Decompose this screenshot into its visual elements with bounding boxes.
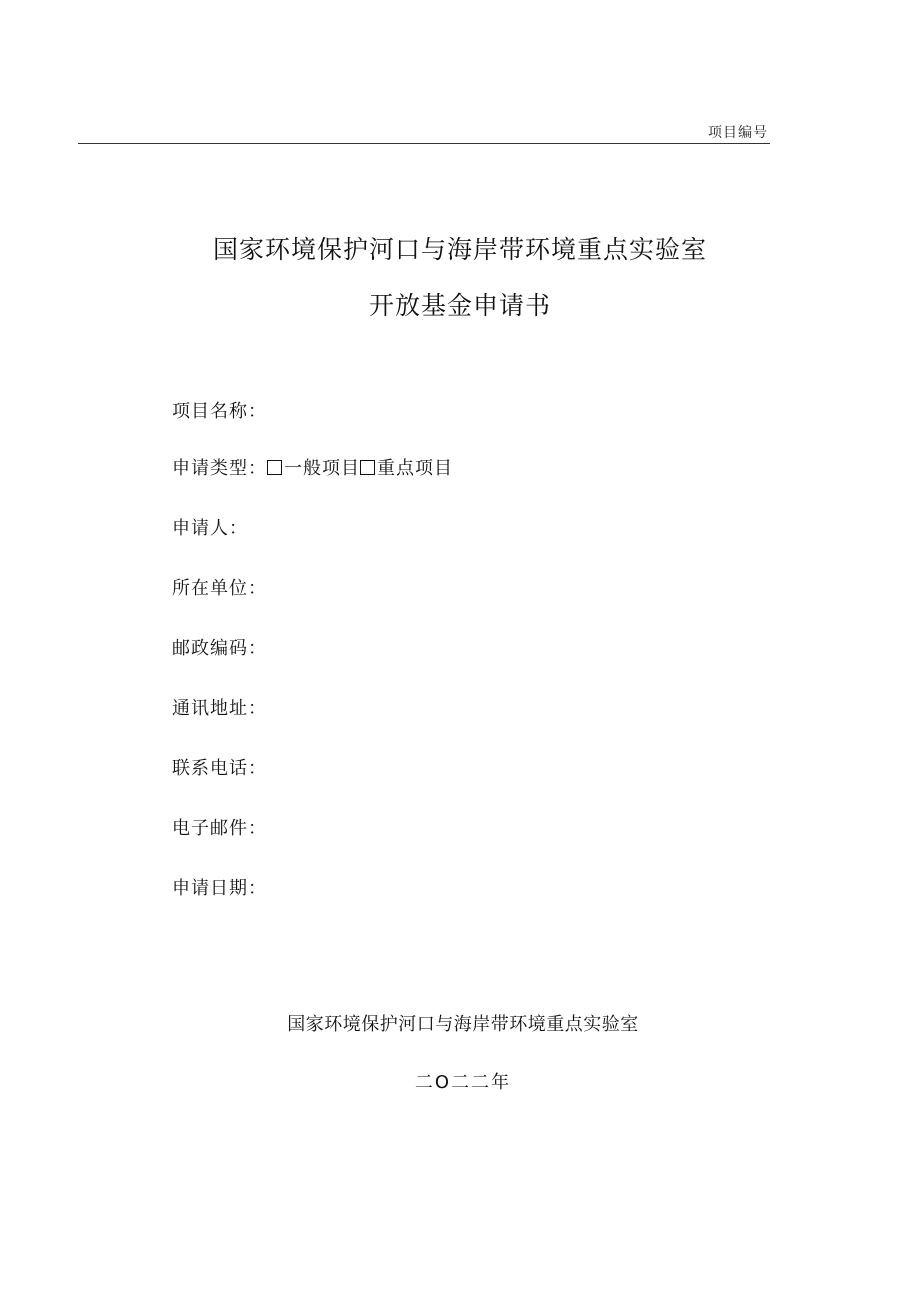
general-project-checkbox[interactable] (267, 460, 282, 475)
document-subtitle: 开放基金申请书 (368, 291, 551, 320)
footer-year: 二O二二年 (414, 1072, 512, 1093)
field-organization: 所在单位： (172, 578, 267, 599)
field-application-type (172, 454, 453, 480)
field-project-name: 项目名称： (172, 401, 267, 422)
field-phone: 联系电话： (172, 758, 267, 779)
key-project-label: 重点项目 (377, 458, 453, 479)
field-postal-code: 邮政编码： (172, 638, 267, 659)
general-project-label: 一般项目 (284, 458, 360, 479)
project-number-label: 项目编号 (708, 125, 768, 141)
field-email: 电子邮件： (172, 818, 267, 839)
application-type-label: 申请类型： (172, 458, 267, 479)
footer-organization: 国家环境保护河口与海岸带环境重点实验室 (287, 1014, 639, 1035)
header-divider (78, 143, 770, 144)
field-address: 通讯地址： (172, 698, 267, 719)
key-project-checkbox[interactable] (360, 460, 375, 475)
document-title: 国家环境保护河口与海岸带环境重点实验室 (212, 235, 707, 264)
field-application-date: 申请日期： (172, 878, 267, 899)
field-applicant: 申请人： (172, 518, 248, 539)
